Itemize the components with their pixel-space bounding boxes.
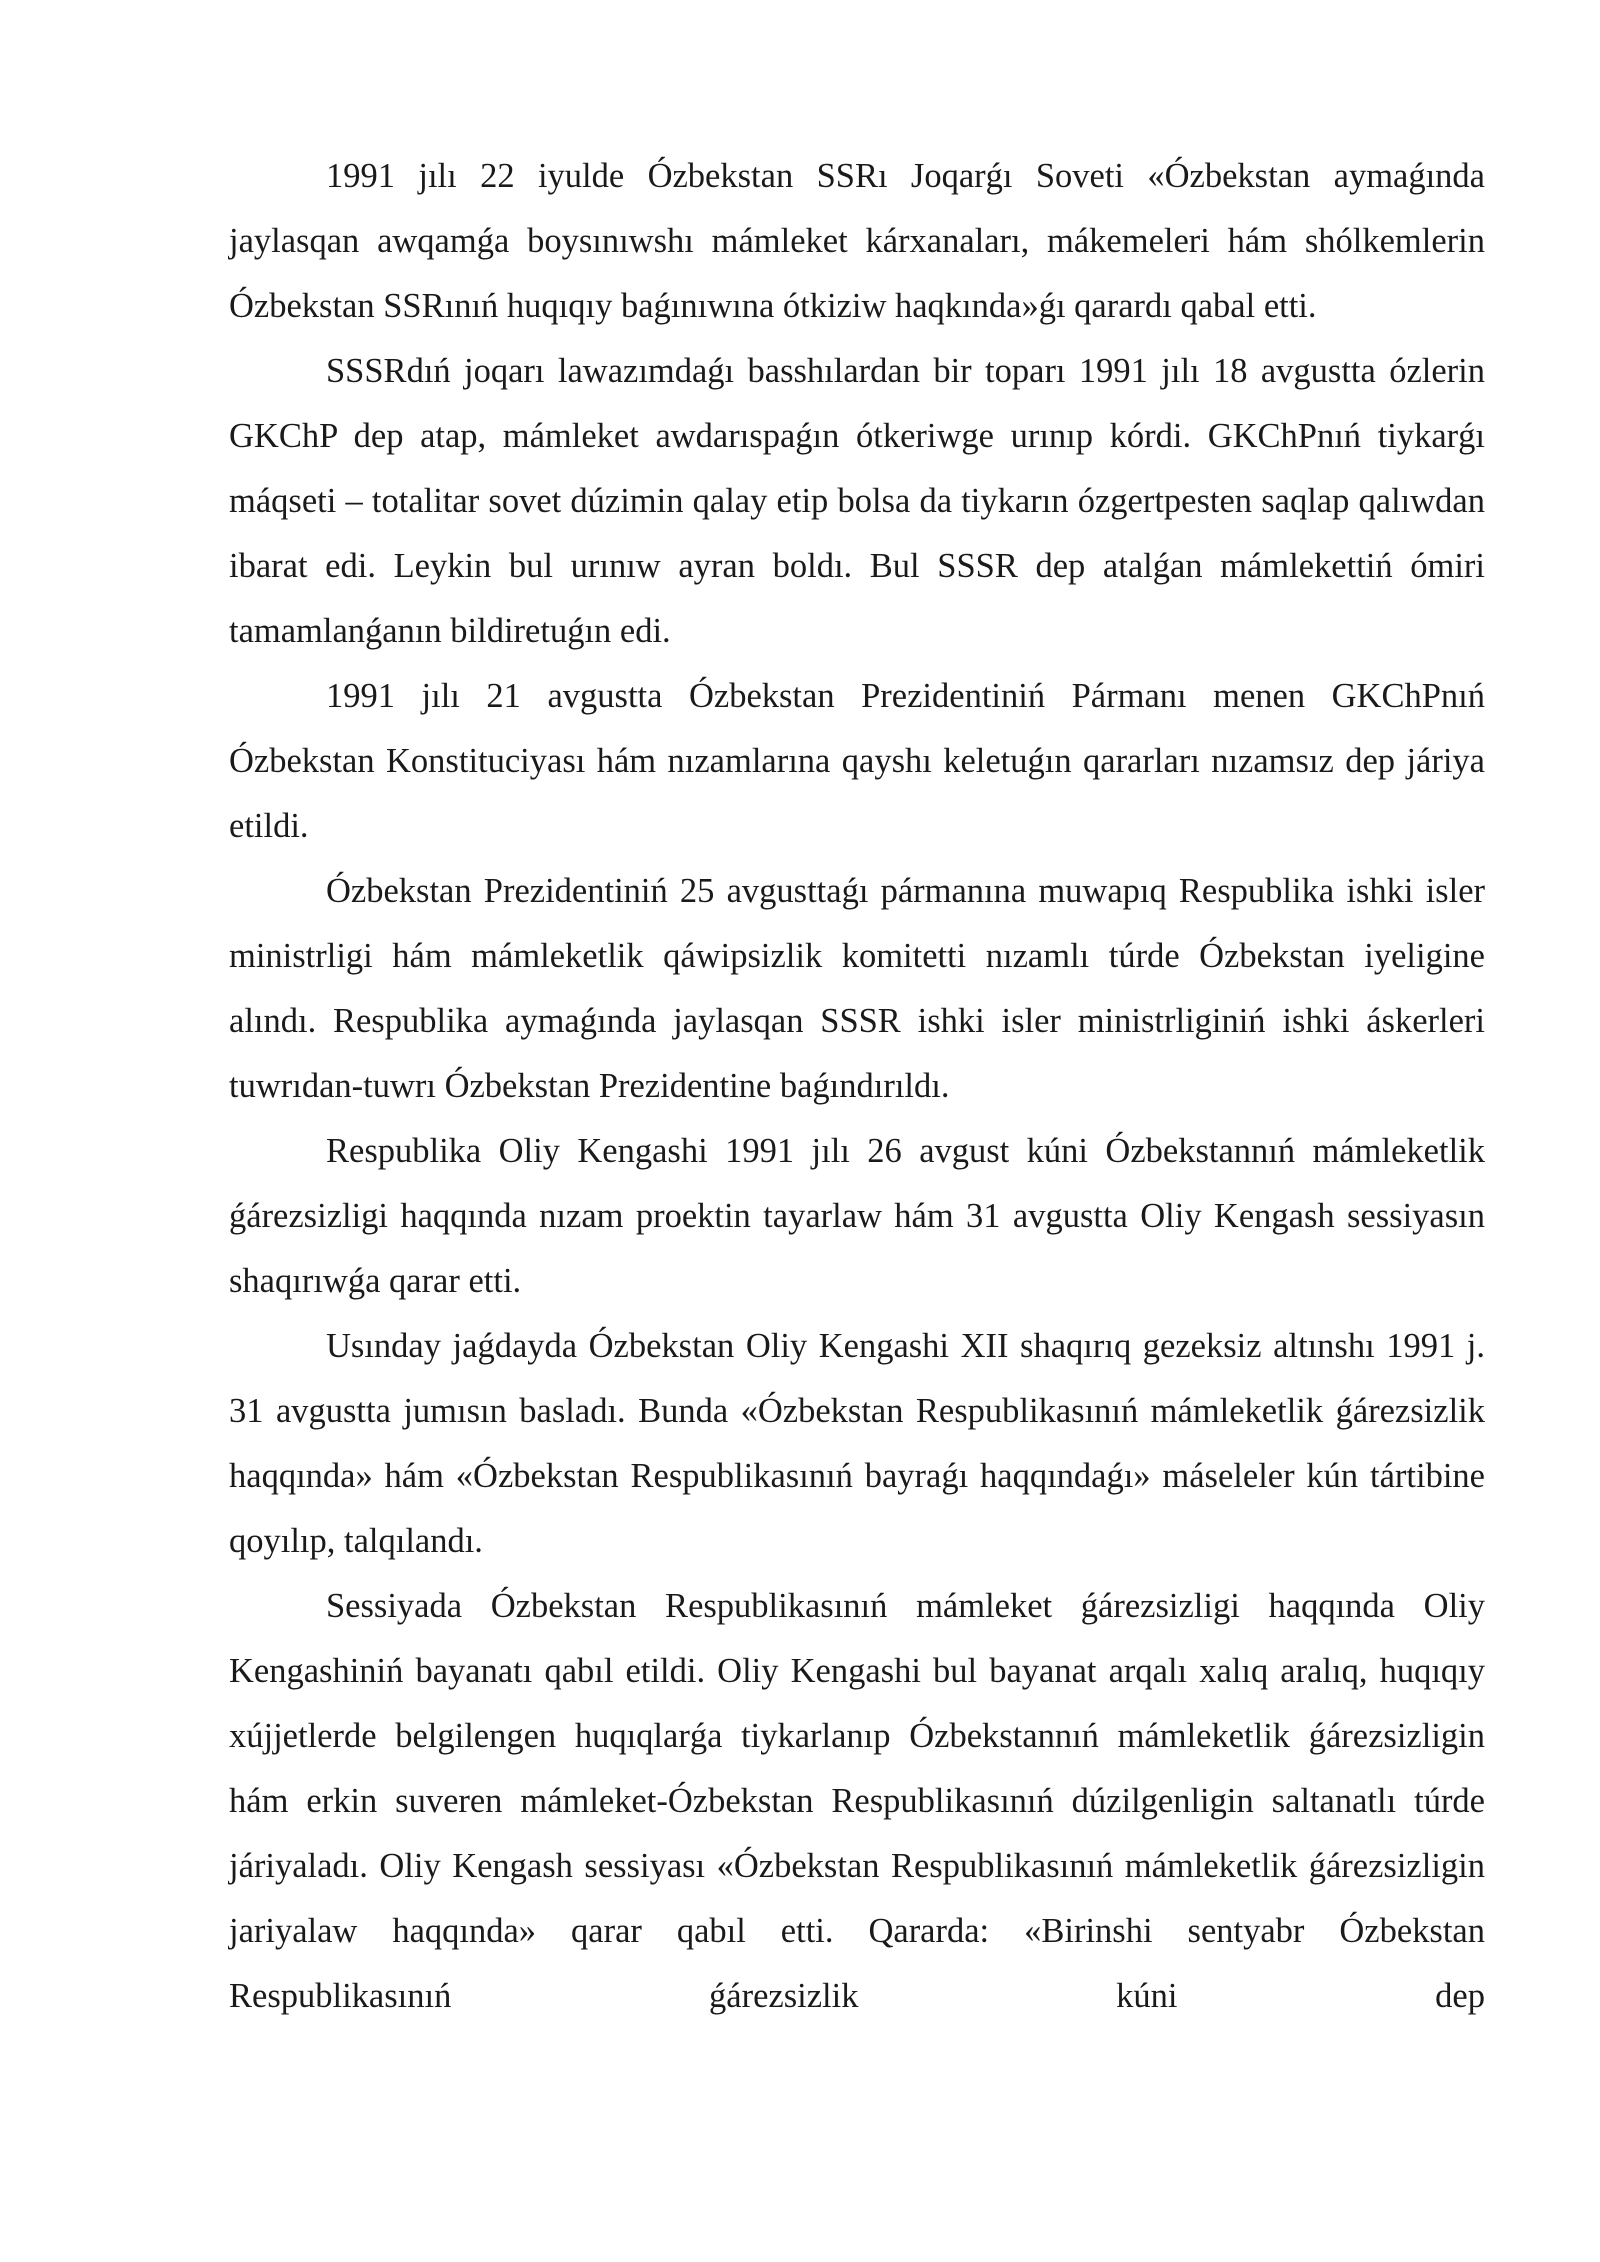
paragraph-7: Sessiyada Ózbekstan Respublikasınıń mámleket ǵárezsizligi haqqında Oliy Kengashiniń bayanatı qabıl etildi. Oliy Kengashi bul bayanat arqalı xalıq aralıq, huqıqıy xújjetlerde belgilengen huqıqlarǵa tiykarlanıp Ózbekstannıń mámleketlik ǵárezsizligin hám erkin suveren mámleket-Ózbekstan Respublikasınıń dúzilgenligin saltanatlı túrde járiyaladı. Oliy Kengash sessiyası «Ózbekstan Respublikasınıń mámleketlik ǵárezsizligin jariyalaw haqqında» qarar qabıl etti. Qararda: «Birinshi sentyabr Ózbekstan Respublikasınıń ǵárezsizlik kúni dep [229, 1587, 1485, 2015]
paragraph-5: Respublika Oliy Kengashi 1991 jılı 26 avgust kúni Ózbekstannıń mámleketlik ǵárezsizligi haqqında nızam proektin tayarlaw hám 31 avgustta Oliy Kengash sessiyasın shaqırıwǵa qarar etti. [229, 1132, 1485, 1300]
paragraph-1: 1991 jılı 22 iyulde Ózbekstan SSRı Joqarǵı Soveti «Ózbekstan aymaǵında jaylasqan awqamǵa boysınıwshı mámleket kárxanaları, mákemeleri hám shólkemlerin Ózbekstan SSRınıń huqıqıy baǵınıwına ótkiziw haqkında»ǵı qarardı qabal etti. [229, 157, 1485, 325]
paragraph-3: 1991 jılı 21 avgustta Ózbekstan Prezidentiniń Pármanı menen GKChPnıń Ózbekstan Konstituciyası hám nızamlarına qayshı keletuǵın qararları nızamsız dep járiya etildi. [229, 677, 1485, 845]
paragraph-6: Usınday jaǵdayda Ózbekstan Oliy Kengashi XII shaqırıq gezeksiz altınshı 1991 j. 31 avgustta jumısın basladı. Bunda «Ózbekstan Respublikasınıń mámleketlik ǵárezsizlik haqqında» hám «Ózbekstan Respublikasınıń bayraǵı haqqındaǵı» máseleler kún tártibine qoyılıp, talqılandı. [229, 1327, 1485, 1560]
paragraph-4: Ózbekstan Prezidentiniń 25 avgusttaǵı pármanına muwapıq Respublika ishki isler ministrligi hám mámleketlik qáwipsizlik komitetti nızamlı túrde Ózbekstan iyeligine alındı. Respublika aymaǵında jaylasqan SSSR ishki isler ministrliginiń ishki áskerleri tuwrıdan-tuwrı Ózbekstan Prezidentine baǵındırıldı. [229, 872, 1485, 1105]
paragraph-2: SSSRdıń joqarı lawazımdaǵı basshılardan bir toparı 1991 jılı 18 avgustta ózlerin GKChP dep atap, mámleket awdarıspaǵın ótkeriwge urınıp kórdi. GKChPnıń tiykarǵı máqseti – totalitar sovet dúzimin qalay etip bolsa da tiykarın ózgertpesten saqlap qalıwdan ibarat edi. Leykin bul urınıw ayran boldı. Bul SSSR dep atalǵan mámlekettiń ómiri tamamlanǵanın bildiretuǵın edi. [229, 352, 1485, 650]
document-page [229, 144, 1485, 2029]
